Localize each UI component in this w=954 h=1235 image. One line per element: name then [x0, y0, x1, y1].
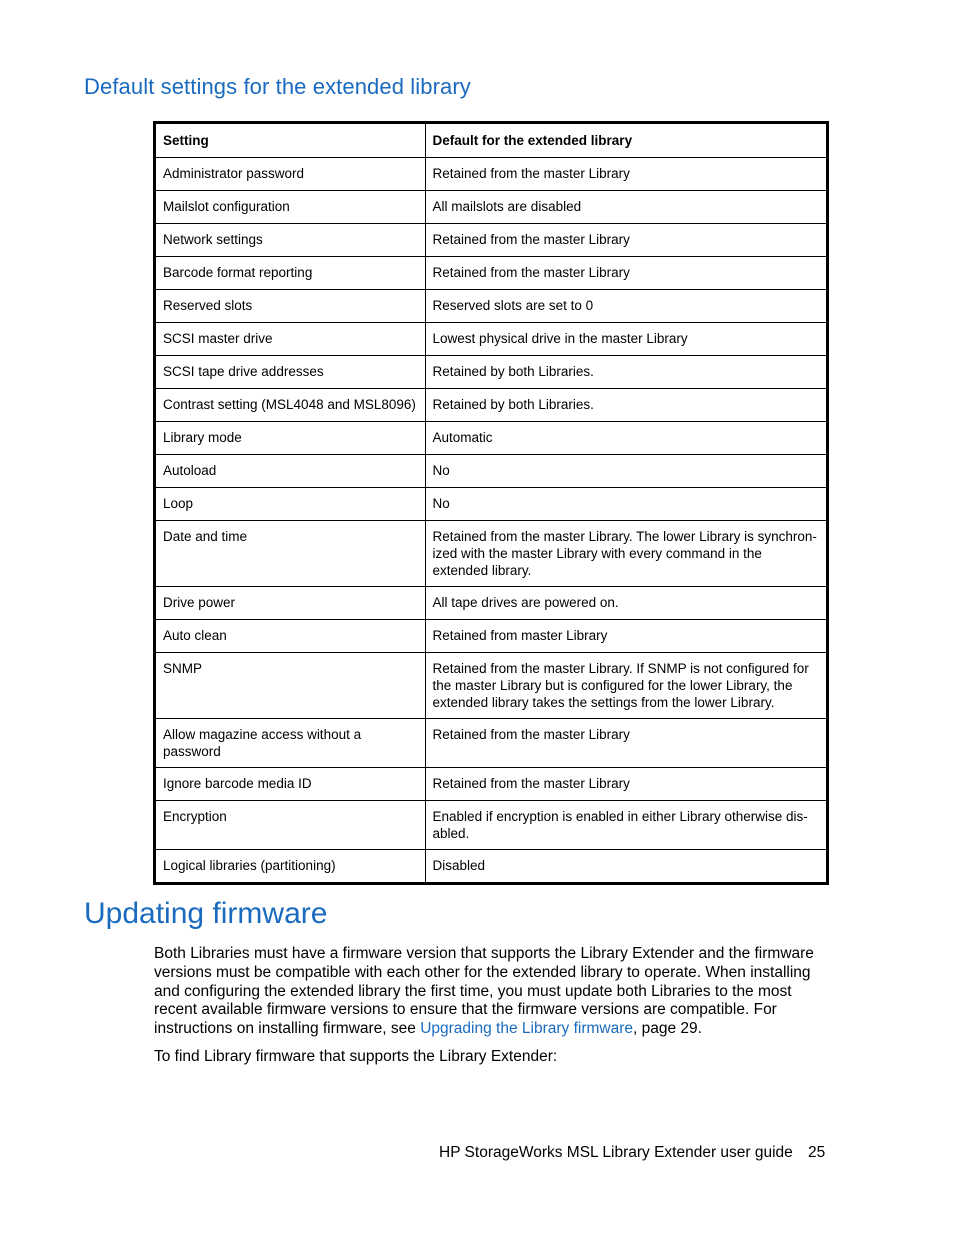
setting-cell: Library mode: [155, 422, 426, 455]
default-cell: No: [425, 455, 827, 488]
table-row: [155, 158, 828, 191]
paragraph-text: Both Libraries must have a firmware version that supports the Library Extender and the firmware versions must be compatible with each other for the extended library to operate. When installing and configuring the extended library the first time, you must update both Libraries to the most recent available firmware versions to ensure that the firmware versions are compatible. For instructions on installing firmware, see: [154, 945, 814, 1038]
table-row: [155, 653, 828, 719]
table-header-row: [155, 123, 828, 158]
default-cell: Retained by both Libraries.: [425, 356, 827, 389]
setting-cell: SNMP: [155, 653, 426, 719]
default-cell: No: [425, 488, 827, 521]
column-header-default: Default for the extended library: [425, 123, 827, 158]
paragraph-text-tail: , page 29.: [633, 1020, 702, 1038]
table-row: [155, 521, 828, 587]
setting-cell: SCSI master drive: [155, 323, 426, 356]
setting-cell: Date and time: [155, 521, 426, 587]
setting-cell: SCSI tape drive addresses: [155, 356, 426, 389]
setting-cell: Auto clean: [155, 620, 426, 653]
default-cell: Retained from master Library: [425, 620, 827, 653]
table-row: [155, 191, 828, 224]
table-row: [155, 422, 828, 455]
table-row: [155, 356, 828, 389]
setting-cell: Drive power: [155, 587, 426, 620]
page-heading: Updating firmware: [84, 897, 328, 930]
section-title: Default settings for the extended library: [84, 74, 471, 99]
table-row: [155, 488, 828, 521]
setting-cell: Administrator password: [155, 158, 426, 191]
setting-cell: Contrast setting (MSL4048 and MSL8096): [155, 389, 426, 422]
table-row: [155, 620, 828, 653]
default-cell: Retained from the master Library: [425, 768, 827, 801]
default-cell: Reserved slots are set to 0: [425, 290, 827, 323]
default-cell: All mailslots are disabled: [425, 191, 827, 224]
default-cell: Automatic: [425, 422, 827, 455]
intro-paragraph: [154, 945, 830, 1039]
default-cell: Lowest physical drive in the master Library: [425, 323, 827, 356]
setting-cell: Logical libraries (partitioning): [155, 850, 426, 884]
table-row: [155, 290, 828, 323]
table-row: [155, 768, 828, 801]
default-cell: Retained from the master Library: [425, 224, 827, 257]
setting-cell: Autoload: [155, 455, 426, 488]
setting-cell: Barcode format reporting: [155, 257, 426, 290]
default-cell: Retained from the master Library: [425, 158, 827, 191]
default-cell: All tape drives are powered on.: [425, 587, 827, 620]
table-row: [155, 257, 828, 290]
setting-cell: Allow magazine access without a password: [155, 719, 426, 768]
table-row: [155, 455, 828, 488]
default-cell: Enabled if encryption is enabled in either Library otherwise dis-abled.: [425, 801, 827, 850]
table-row: [155, 323, 828, 356]
page-number: 25: [808, 1144, 826, 1161]
table-row: [155, 389, 828, 422]
table-row: [155, 224, 828, 257]
table-row: [155, 801, 828, 850]
table-row: [155, 850, 828, 884]
setting-cell: Mailslot configuration: [155, 191, 426, 224]
column-header-setting: Setting: [155, 123, 426, 158]
default-cell: Retained from the master Library. The lower Library is synchron-ized with the master Library with every command in the extended library.: [425, 521, 827, 587]
setting-cell: Reserved slots: [155, 290, 426, 323]
footer-title: HP StorageWorks MSL Library Extender user guide: [439, 1144, 793, 1161]
table-row: [155, 719, 828, 768]
setting-cell: Network settings: [155, 224, 426, 257]
default-cell: Retained from the master Library: [425, 257, 827, 290]
table-row: [155, 587, 828, 620]
default-cell: Retained from the master Library: [425, 719, 827, 768]
default-cell: Retained from the master Library. If SNMP is not configured for the master Library but is configured for the lower Library, the extended library takes the settings from the lower Library.: [425, 653, 827, 719]
default-settings-table: [153, 121, 829, 885]
default-cell: Retained by both Libraries.: [425, 389, 827, 422]
procedure-intro: To find Library firmware that supports the Library Extender:: [154, 1048, 558, 1065]
setting-cell: Loop: [155, 488, 426, 521]
default-cell: Disabled: [425, 850, 827, 884]
setting-cell: Encryption: [155, 801, 426, 850]
upgrading-firmware-link[interactable]: Upgrading the Library firmware: [420, 1020, 633, 1038]
setting-cell: Ignore barcode media ID: [155, 768, 426, 801]
